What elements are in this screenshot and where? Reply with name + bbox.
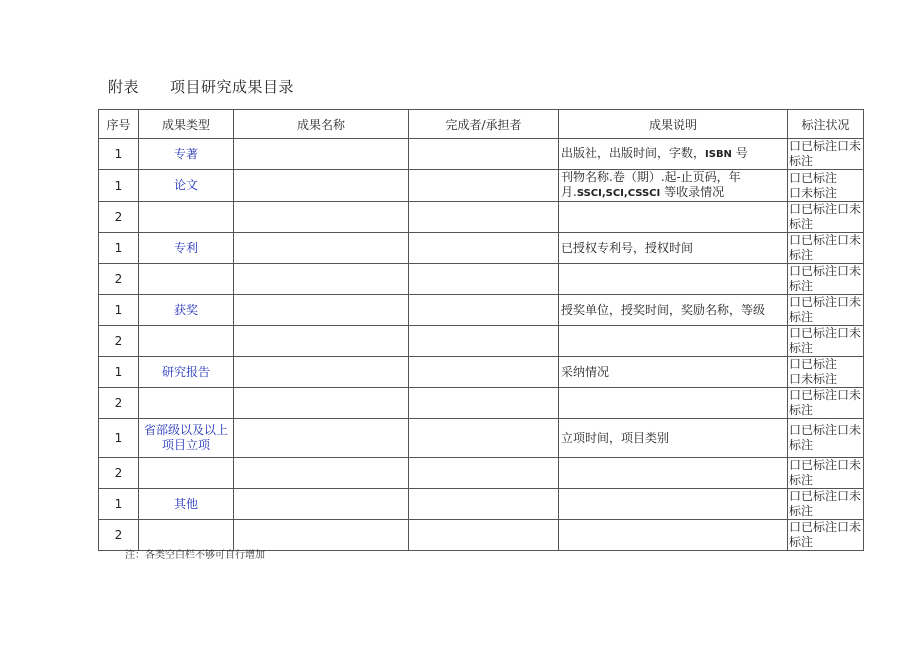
name-cell[interactable] (234, 202, 409, 233)
name-cell[interactable] (234, 489, 409, 520)
desc-bold-text: SSCI,SCI,CSSCI (576, 188, 661, 199)
status-cell[interactable] (788, 458, 864, 489)
name-cell[interactable] (234, 357, 409, 388)
table-row (99, 458, 864, 489)
status-line-1: 口已标注口未 (789, 520, 862, 534)
status-cell[interactable] (788, 295, 864, 326)
status-line-2: 标注 (789, 217, 814, 231)
table-row (99, 326, 864, 357)
author-cell[interactable] (409, 388, 559, 419)
name-cell[interactable] (234, 295, 409, 326)
type-cell: 获奖 (139, 295, 234, 326)
status-line-1: 口已标注口未 (789, 423, 862, 437)
table-row (99, 264, 864, 295)
desc-cell: 授奖单位，授奖时间，奖励名称，等级 (559, 295, 788, 326)
type-cell: 其他 (139, 489, 234, 520)
seq-cell: 2 (99, 264, 139, 295)
desc-cell (559, 458, 788, 489)
desc-cell (559, 489, 788, 520)
status-cell[interactable] (788, 202, 864, 233)
footnote: 注：各类空白栏不够可自行增加 (125, 550, 265, 561)
desc-cell (559, 388, 788, 419)
name-cell[interactable] (234, 170, 409, 202)
status-cell[interactable] (788, 419, 864, 458)
results-table (98, 109, 864, 551)
type-cell (139, 326, 234, 357)
seq-cell: 1 (99, 357, 139, 388)
table-row (99, 170, 864, 202)
author-cell[interactable] (409, 233, 559, 264)
status-line-1: 口已标注口未 (789, 458, 862, 472)
status-line-1: 口已标注 (789, 357, 838, 371)
author-cell[interactable] (409, 170, 559, 202)
header-type: 成果类型 (139, 110, 234, 139)
header-status: 标注状况 (788, 110, 864, 139)
seq-cell: 1 (99, 419, 139, 458)
seq-cell: 2 (99, 458, 139, 489)
status-line-1: 口已标注口未 (789, 326, 862, 340)
seq-cell: 1 (99, 489, 139, 520)
desc-line-1: 刊物名称.卷（期）.起-止页码，年 (561, 170, 741, 184)
name-cell[interactable] (234, 388, 409, 419)
desc-cell (559, 202, 788, 233)
desc-bold-text: ISBN (705, 149, 732, 160)
header-name: 成果名称 (234, 110, 409, 139)
status-line-1: 口已标注口未 (789, 264, 862, 278)
type-cell: 论文 (139, 170, 234, 202)
table-header-row (99, 110, 864, 139)
table-row (99, 489, 864, 520)
status-line-1: 口已标注口未 (789, 139, 862, 153)
status-line-1: 口已标注口未 (789, 489, 862, 503)
status-line-2: 标注 (789, 504, 814, 518)
page-title: 附表 项目研究成果目录 (108, 78, 295, 96)
status-line-1: 口已标注口未 (789, 295, 862, 309)
status-line-2: 口未标注 (789, 372, 838, 386)
status-line-1: 口已标注 (789, 170, 838, 185)
desc-cell (559, 264, 788, 295)
status-line-1: 口已标注口未 (789, 233, 862, 247)
table-row (99, 139, 864, 170)
table-row (99, 388, 864, 419)
seq-cell: 1 (99, 139, 139, 170)
seq-cell: 2 (99, 388, 139, 419)
type-cell (139, 264, 234, 295)
seq-cell: 1 (99, 170, 139, 202)
table-row (99, 295, 864, 326)
seq-cell: 2 (99, 520, 139, 551)
status-line-2: 标注 (789, 248, 814, 262)
author-cell[interactable] (409, 520, 559, 551)
status-line-2: 标注 (789, 279, 814, 293)
status-cell[interactable] (788, 264, 864, 295)
type-cell: 专著 (139, 139, 234, 170)
type-cell (139, 458, 234, 489)
status-line-2: 口未标注 (789, 185, 838, 200)
status-cell[interactable] (788, 388, 864, 419)
status-cell[interactable] (788, 139, 864, 170)
name-cell[interactable] (234, 139, 409, 170)
seq-cell: 2 (99, 202, 139, 233)
header-seq: 序号 (99, 110, 139, 139)
name-cell[interactable] (234, 419, 409, 458)
desc-cell: 立项时间，项目类别 (559, 419, 788, 458)
author-cell[interactable] (409, 419, 559, 458)
type-cell: 专利 (139, 233, 234, 264)
desc-cell: 采纳情况 (559, 357, 788, 388)
desc-suffix: 号 (731, 146, 748, 160)
desc-text: 出版社，出版时间，字数， (561, 146, 706, 160)
table-row (99, 202, 864, 233)
status-line-2: 标注 (789, 154, 814, 168)
name-cell[interactable] (234, 264, 409, 295)
type-cell (139, 202, 234, 233)
author-cell[interactable] (409, 264, 559, 295)
desc-cell: 已授权专利号，授权时间 (559, 233, 788, 264)
type-line-1: 省部级以及以上 (143, 423, 228, 437)
header-author: 完成者/承担者 (409, 110, 559, 139)
author-cell[interactable] (409, 489, 559, 520)
status-cell[interactable] (788, 489, 864, 520)
desc-cell (559, 139, 788, 170)
seq-cell: 2 (99, 326, 139, 357)
status-line-2: 标注 (789, 473, 814, 487)
author-cell[interactable] (409, 202, 559, 233)
status-line-2: 标注 (789, 403, 814, 417)
desc-cell (559, 170, 788, 202)
status-cell[interactable] (788, 357, 864, 388)
status-cell[interactable] (788, 520, 864, 551)
status-line-2: 标注 (789, 535, 814, 549)
type-cell (139, 388, 234, 419)
name-cell[interactable] (234, 326, 409, 357)
table-row (99, 233, 864, 264)
status-cell[interactable] (788, 326, 864, 357)
table-row (99, 357, 864, 388)
type-cell (139, 419, 234, 458)
desc-cell (559, 520, 788, 551)
status-line-1: 口已标注口未 (789, 388, 862, 402)
name-cell[interactable] (234, 233, 409, 264)
author-cell[interactable] (409, 357, 559, 388)
type-line-2: 项目立项 (161, 438, 210, 452)
name-cell[interactable] (234, 458, 409, 489)
table-row (99, 419, 864, 458)
seq-cell: 1 (99, 295, 139, 326)
desc-suffix: 等收录情况 (660, 185, 725, 199)
status-line-1: 口已标注口未 (789, 202, 862, 216)
desc-text: 月. (561, 185, 577, 199)
status-cell[interactable] (788, 170, 864, 202)
type-cell: 研究报告 (139, 357, 234, 388)
header-desc: 成果说明 (559, 110, 788, 139)
seq-cell: 1 (99, 233, 139, 264)
status-line-2: 标注 (789, 341, 814, 355)
status-cell[interactable] (788, 233, 864, 264)
author-cell[interactable] (409, 458, 559, 489)
author-cell[interactable] (409, 295, 559, 326)
author-cell[interactable] (409, 326, 559, 357)
status-line-2: 标注 (789, 310, 814, 324)
desc-cell (559, 326, 788, 357)
author-cell[interactable] (409, 139, 559, 170)
status-line-2: 标注 (789, 438, 814, 452)
